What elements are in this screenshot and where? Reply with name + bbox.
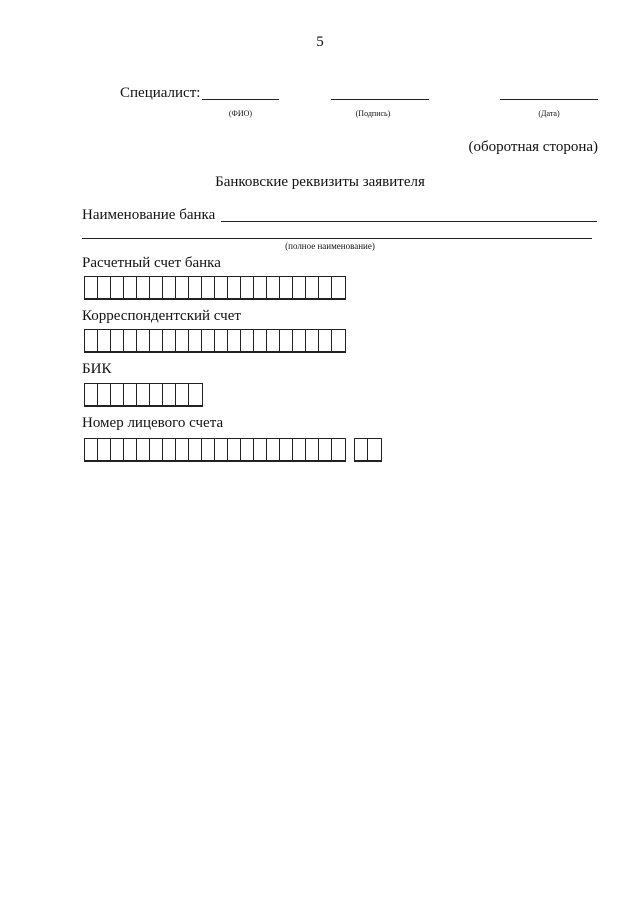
digit-cell[interactable] xyxy=(202,330,215,352)
digit-cell[interactable] xyxy=(202,439,215,461)
full-name-caption: (полное наименование) xyxy=(285,241,375,251)
digit-cell[interactable] xyxy=(163,384,176,406)
digit-cell[interactable] xyxy=(189,384,202,406)
digit-cell[interactable] xyxy=(137,439,150,461)
digit-cell[interactable] xyxy=(319,277,332,299)
digit-cell[interactable] xyxy=(163,277,176,299)
digit-cell[interactable] xyxy=(228,439,241,461)
correspondent-account-label: Корреспондентский счет xyxy=(82,308,241,324)
signature-caption: (Подпись) xyxy=(355,109,391,118)
digit-cell[interactable] xyxy=(124,277,137,299)
digit-cell[interactable] xyxy=(254,439,267,461)
digit-cell[interactable] xyxy=(306,330,319,352)
bank-name-line-1 xyxy=(221,221,597,222)
digit-cell[interactable] xyxy=(254,330,267,352)
digit-cell[interactable] xyxy=(150,384,163,406)
digit-cell[interactable] xyxy=(215,439,228,461)
digit-cell[interactable] xyxy=(332,330,345,352)
digit-cell[interactable] xyxy=(85,277,98,299)
digit-cell[interactable] xyxy=(189,330,202,352)
digit-cell[interactable] xyxy=(98,330,111,352)
date-line xyxy=(500,99,598,100)
digit-cell[interactable] xyxy=(176,439,189,461)
digit-cell[interactable] xyxy=(150,277,163,299)
digit-cell[interactable] xyxy=(280,330,293,352)
personal-account-extra-cells[interactable] xyxy=(354,438,382,462)
digit-cell[interactable] xyxy=(176,330,189,352)
personal-account-label: Номер лицевого счета xyxy=(82,415,224,431)
digit-cell[interactable] xyxy=(280,277,293,299)
digit-cell[interactable] xyxy=(293,439,306,461)
digit-cell[interactable] xyxy=(176,384,189,406)
digit-cell[interactable] xyxy=(124,384,137,406)
digit-cell[interactable] xyxy=(241,330,254,352)
settlement-account-label: Расчетный счет банка xyxy=(82,255,221,271)
digit-cell[interactable] xyxy=(319,439,332,461)
digit-cell[interactable] xyxy=(267,439,280,461)
digit-cell[interactable] xyxy=(293,330,306,352)
digit-cell[interactable] xyxy=(267,277,280,299)
digit-cell[interactable] xyxy=(98,384,111,406)
digit-cell[interactable] xyxy=(306,439,319,461)
digit-cell[interactable] xyxy=(355,439,368,461)
correspondent-account-cells[interactable] xyxy=(84,329,346,353)
digit-cell[interactable] xyxy=(368,439,381,461)
digit-cell[interactable] xyxy=(111,439,124,461)
digit-cell[interactable] xyxy=(293,277,306,299)
digit-cell[interactable] xyxy=(137,330,150,352)
page-number: 5 xyxy=(316,34,324,50)
digit-cell[interactable] xyxy=(163,439,176,461)
fio-line xyxy=(202,99,279,100)
settlement-account-cells[interactable] xyxy=(84,276,346,300)
digit-cell[interactable] xyxy=(163,330,176,352)
digit-cell[interactable] xyxy=(111,330,124,352)
specialist-label: Специалист: xyxy=(120,85,201,101)
digit-cell[interactable] xyxy=(85,384,98,406)
digit-cell[interactable] xyxy=(228,330,241,352)
digit-cell[interactable] xyxy=(137,384,150,406)
date-caption: (Дата) xyxy=(538,109,560,118)
digit-cell[interactable] xyxy=(280,439,293,461)
bik-cells[interactable] xyxy=(84,383,203,407)
digit-cell[interactable] xyxy=(124,330,137,352)
digit-cell[interactable] xyxy=(150,330,163,352)
digit-cell[interactable] xyxy=(189,439,202,461)
digit-cell[interactable] xyxy=(332,277,345,299)
bank-name-line-2 xyxy=(82,238,592,239)
digit-cell[interactable] xyxy=(202,277,215,299)
digit-cell[interactable] xyxy=(332,439,345,461)
digit-cell[interactable] xyxy=(98,277,111,299)
digit-cell[interactable] xyxy=(111,384,124,406)
digit-cell[interactable] xyxy=(215,330,228,352)
digit-cell[interactable] xyxy=(189,277,202,299)
digit-cell[interactable] xyxy=(137,277,150,299)
digit-cell[interactable] xyxy=(111,277,124,299)
digit-cell[interactable] xyxy=(267,330,280,352)
reverse-side-note: (оборотная сторона) xyxy=(468,139,598,155)
section-title: Банковские реквизиты заявителя xyxy=(215,174,425,190)
digit-cell[interactable] xyxy=(124,439,137,461)
digit-cell[interactable] xyxy=(254,277,267,299)
digit-cell[interactable] xyxy=(241,439,254,461)
digit-cell[interactable] xyxy=(85,330,98,352)
digit-cell[interactable] xyxy=(85,439,98,461)
digit-cell[interactable] xyxy=(306,277,319,299)
digit-cell[interactable] xyxy=(228,277,241,299)
digit-cell[interactable] xyxy=(215,277,228,299)
personal-account-cells[interactable] xyxy=(84,438,346,462)
signature-line xyxy=(331,99,429,100)
bank-name-label: Наименование банка xyxy=(82,207,216,223)
digit-cell[interactable] xyxy=(150,439,163,461)
digit-cell[interactable] xyxy=(319,330,332,352)
digit-cell[interactable] xyxy=(98,439,111,461)
digit-cell[interactable] xyxy=(241,277,254,299)
digit-cell[interactable] xyxy=(176,277,189,299)
bik-label: БИК xyxy=(82,361,112,377)
fio-caption: (ФИО) xyxy=(228,109,253,118)
